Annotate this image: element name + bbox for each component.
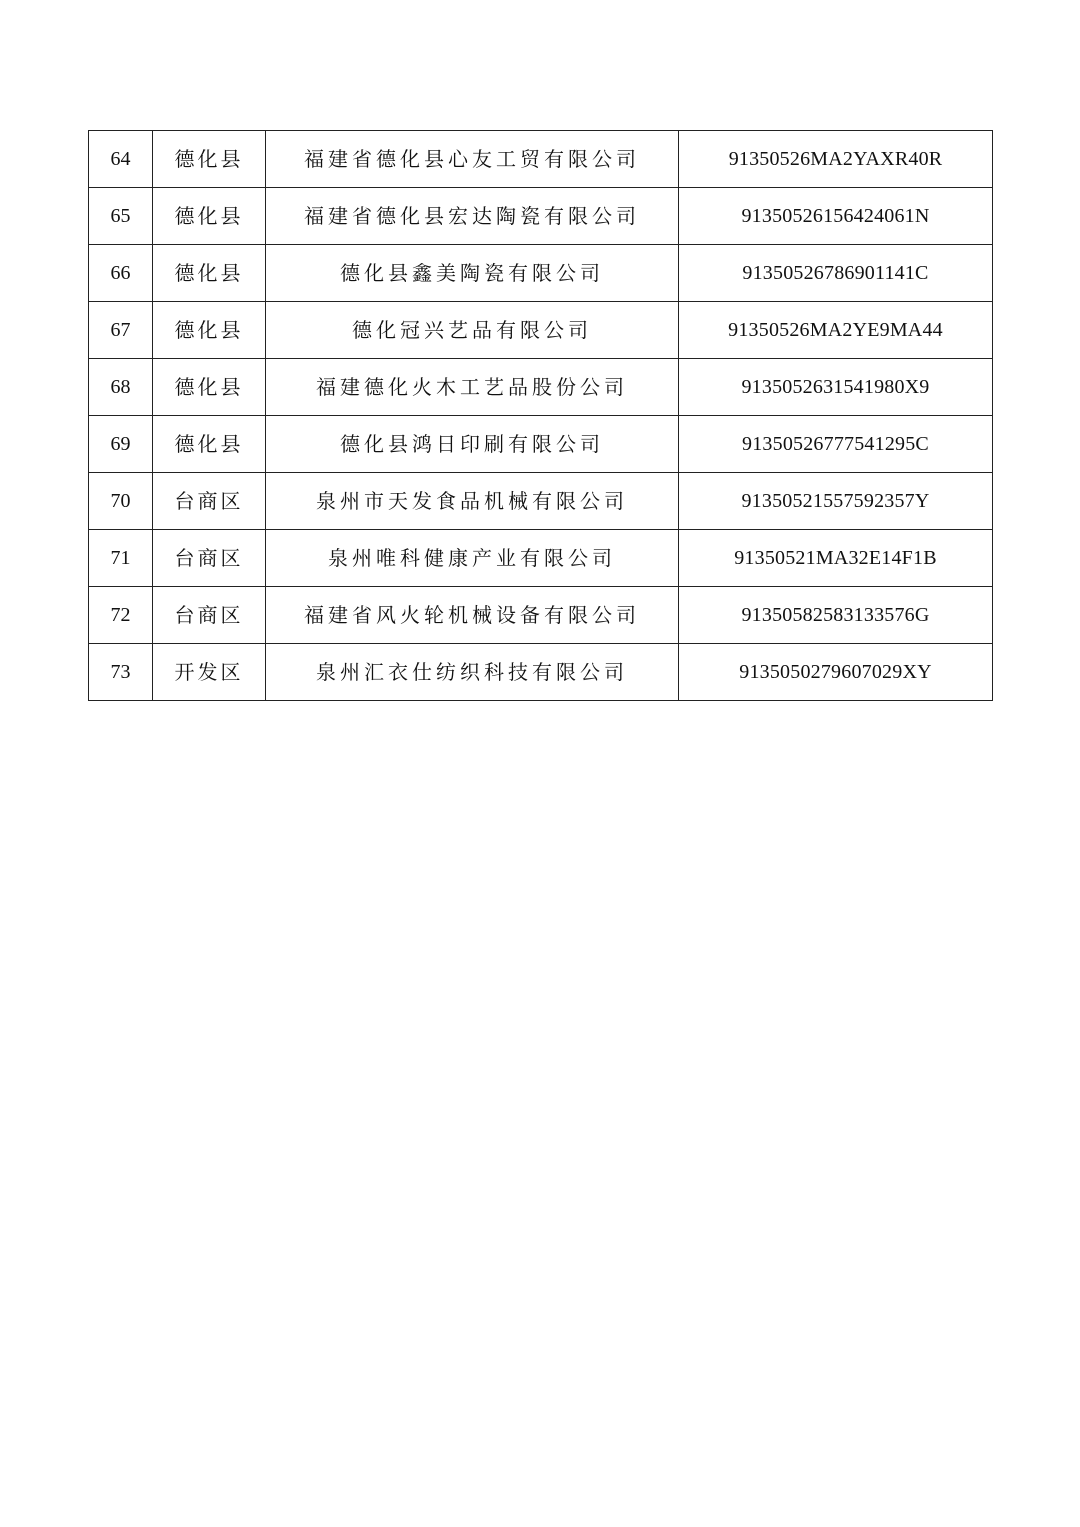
credit-code-cell: 9135052631541980X9 bbox=[679, 359, 993, 416]
table-row bbox=[89, 530, 993, 587]
district-cell: 德化县 bbox=[153, 188, 266, 245]
district-cell: 台商区 bbox=[153, 530, 266, 587]
district-cell: 德化县 bbox=[153, 245, 266, 302]
table-row bbox=[89, 245, 993, 302]
district-cell: 德化县 bbox=[153, 302, 266, 359]
table-row bbox=[89, 416, 993, 473]
credit-code-cell: 91350526777541295C bbox=[679, 416, 993, 473]
row-number-cell: 73 bbox=[89, 644, 153, 701]
company-name-cell: 福建德化火木工艺品股份公司 bbox=[266, 359, 679, 416]
district-cell: 台商区 bbox=[153, 587, 266, 644]
row-number-cell: 70 bbox=[89, 473, 153, 530]
company-name-cell: 泉州唯科健康产业有限公司 bbox=[266, 530, 679, 587]
table-row bbox=[89, 587, 993, 644]
table-row bbox=[89, 359, 993, 416]
credit-code-cell: 91350526156424061N bbox=[679, 188, 993, 245]
district-cell: 台商区 bbox=[153, 473, 266, 530]
row-number-cell: 68 bbox=[89, 359, 153, 416]
row-number-cell: 72 bbox=[89, 587, 153, 644]
row-number-cell: 66 bbox=[89, 245, 153, 302]
company-name-cell: 福建省德化县心友工贸有限公司 bbox=[266, 131, 679, 188]
district-cell: 开发区 bbox=[153, 644, 266, 701]
district-cell: 德化县 bbox=[153, 131, 266, 188]
company-name-cell: 福建省风火轮机械设备有限公司 bbox=[266, 587, 679, 644]
table-row bbox=[89, 302, 993, 359]
company-name-cell: 泉州市天发食品机械有限公司 bbox=[266, 473, 679, 530]
credit-code-cell: 91350582583133576G bbox=[679, 587, 993, 644]
table-row bbox=[89, 131, 993, 188]
district-cell: 德化县 bbox=[153, 359, 266, 416]
company-name-cell: 德化县鑫美陶瓷有限公司 bbox=[266, 245, 679, 302]
row-number-cell: 64 bbox=[89, 131, 153, 188]
company-name-cell: 福建省德化县宏达陶瓷有限公司 bbox=[266, 188, 679, 245]
company-name-cell: 德化冠兴艺品有限公司 bbox=[266, 302, 679, 359]
row-number-cell: 69 bbox=[89, 416, 153, 473]
row-number-cell: 67 bbox=[89, 302, 153, 359]
company-name-cell: 泉州汇衣仕纺织科技有限公司 bbox=[266, 644, 679, 701]
table-row bbox=[89, 473, 993, 530]
table-row bbox=[89, 644, 993, 701]
company-name-cell: 德化县鸿日印刷有限公司 bbox=[266, 416, 679, 473]
company-list-table bbox=[88, 130, 993, 701]
credit-code-cell: 91350526MA2YE9MA44 bbox=[679, 302, 993, 359]
table-row bbox=[89, 188, 993, 245]
credit-code-cell: 9135050279607029XY bbox=[679, 644, 993, 701]
credit-code-cell: 91350526786901141C bbox=[679, 245, 993, 302]
credit-code-cell: 91350521MA32E14F1B bbox=[679, 530, 993, 587]
credit-code-cell: 91350521557592357Y bbox=[679, 473, 993, 530]
row-number-cell: 65 bbox=[89, 188, 153, 245]
credit-code-cell: 91350526MA2YAXR40R bbox=[679, 131, 993, 188]
district-cell: 德化县 bbox=[153, 416, 266, 473]
row-number-cell: 71 bbox=[89, 530, 153, 587]
